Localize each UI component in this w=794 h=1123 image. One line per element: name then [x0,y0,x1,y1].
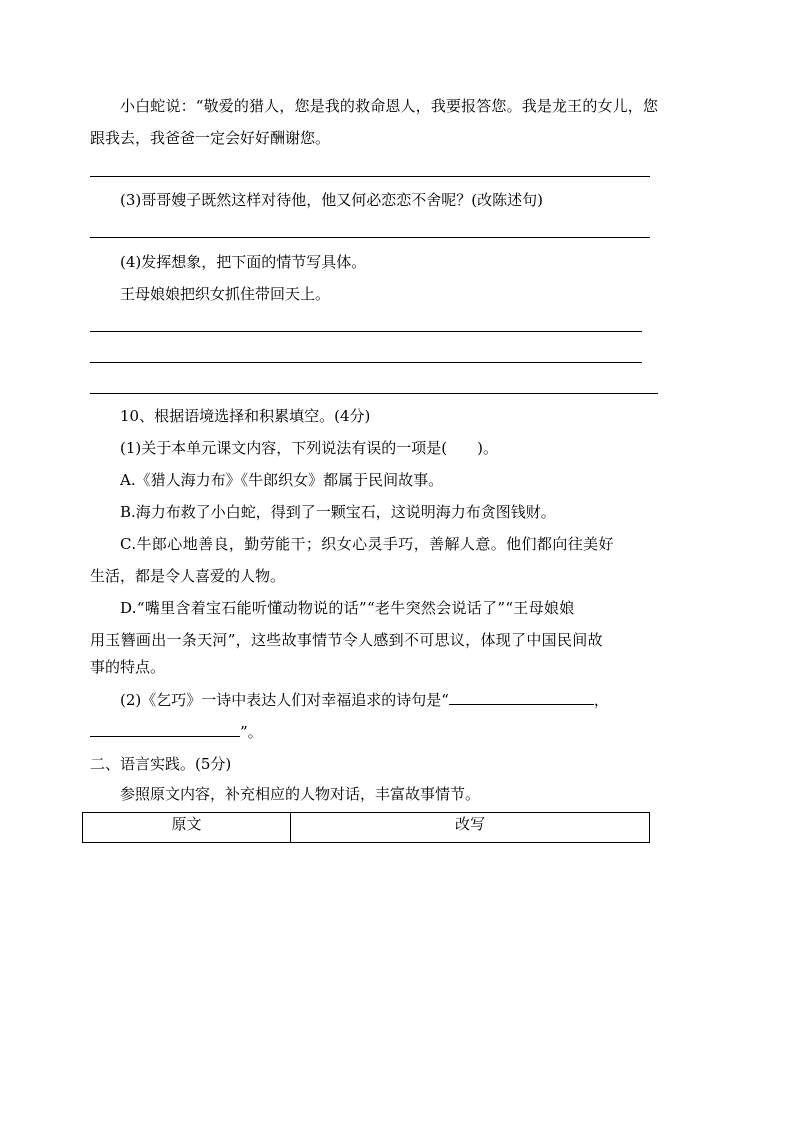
table-header-original: 原文 [83,813,291,843]
fill-blank[interactable] [449,690,594,705]
text-line [90,722,263,742]
text-span: (2)《乞巧》一诗中表达人们对幸福追求的诗句是“ [120,691,449,709]
text-line: 跟我去，我爸爸一定会好好酬谢您。 [90,129,331,147]
question-10-2 [120,690,609,710]
answer-line[interactable] [90,362,642,363]
table-header-rewrite: 改写 [291,813,650,843]
text-line: 小白蛇说：“敬爱的猎人，您是我的救命恩人，我要报答您。我是龙王的女儿，您 [120,97,659,115]
option-d: D.“嘴里含着宝石能听懂动物说的话”“老牛突然会说话了”“王母娘娘 [120,599,575,617]
answer-line[interactable] [90,237,650,238]
text-span: ”。 [240,723,263,741]
answer-line[interactable] [90,331,642,332]
text-line: 生活，都是令人喜爱的人物。 [90,567,286,585]
option-c: C.牛郎心地善良，勤劳能干；织女心灵手巧，善解人意。他们都向往美好 [120,535,614,553]
section-2-title: 二、语言实践。(5分) [90,755,232,773]
question-3: (3)哥哥嫂子既然这样对待他，他又何必恋恋不舍呢？(改陈述句) [120,191,543,209]
question-10-1: (1)关于本单元课文内容，下列说法有误的一项是( )。 [120,439,498,457]
text-line: 用玉簪画出一条天河”，这些故事情节令人感到不可思议，体现了中国民间故 [90,631,603,649]
option-a: A.《猎人海力布》《牛郎织女》都属于民间故事。 [120,471,444,489]
text-span: ， [593,691,609,709]
text-line: 王母娘娘把织女抓住带回天上。 [120,285,331,303]
answer-line[interactable] [90,393,658,394]
fill-blank[interactable] [90,722,240,737]
table-row [83,813,650,843]
dialogue-table [82,812,650,843]
answer-line[interactable] [90,176,650,177]
text-line: 参照原文内容，补充相应的人物对话，丰富故事情节。 [120,785,481,803]
text-line: 事的特点。 [90,658,166,676]
option-b: B.海力布救了小白蛇，得到了一颗宝石，这说明海力布贪图钱财。 [120,503,556,521]
question-4: (4)发挥想象，把下面的情节写具体。 [120,253,367,271]
question-10: 10、根据语境选择和积累填空。(4分) [120,407,371,425]
